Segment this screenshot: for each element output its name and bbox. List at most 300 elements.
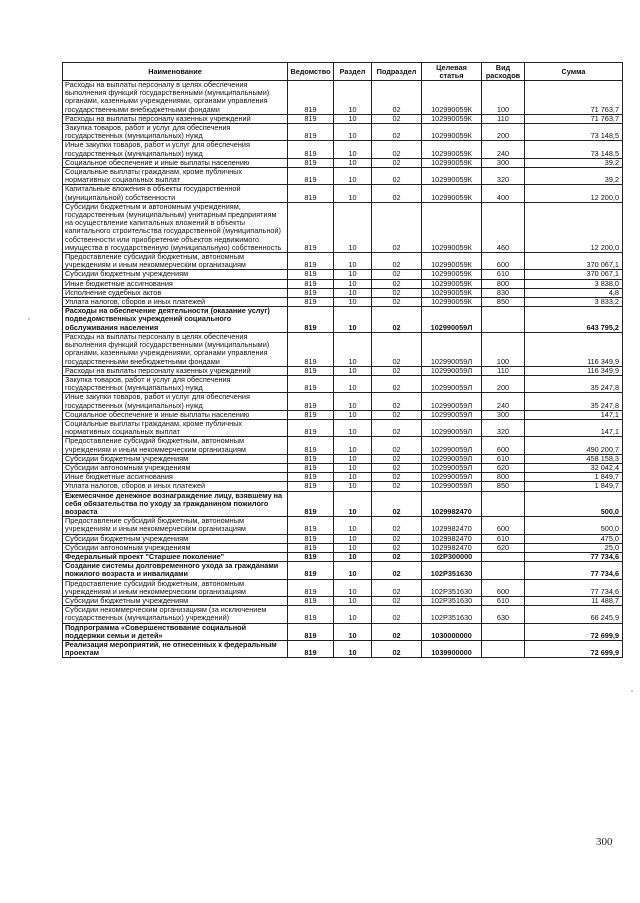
cell-dept: 819 bbox=[288, 491, 334, 517]
cell-target: 102990059К bbox=[422, 202, 482, 252]
cell-type bbox=[482, 552, 525, 561]
cell-section: 10 bbox=[334, 185, 372, 202]
cell-name: Субсидии бюджетным учреждениям bbox=[63, 454, 288, 463]
cell-sum: 11 488,7 bbox=[525, 596, 623, 605]
cell-dept: 819 bbox=[288, 454, 334, 463]
cell-name: Иные бюджетные ассигнования bbox=[63, 473, 288, 482]
cell-target: 102990059Л bbox=[422, 473, 482, 482]
cell-dept: 819 bbox=[288, 623, 334, 640]
cell-sum: 32 042,4 bbox=[525, 463, 623, 472]
cell-sum: 77 734,6 bbox=[525, 562, 623, 579]
cell-name: Предоставление субсидий бюджетным, автономным учреждениям и иным некоммерческим организациям bbox=[63, 253, 288, 270]
cell-section: 10 bbox=[334, 473, 372, 482]
table-row bbox=[63, 158, 623, 167]
table-row bbox=[63, 419, 623, 436]
cell-type: 800 bbox=[482, 279, 525, 288]
cell-type: 320 bbox=[482, 419, 525, 436]
cell-sum: 66 245,9 bbox=[525, 606, 623, 623]
header-section: Раздел bbox=[334, 63, 372, 81]
cell-name: Субсидии бюджетным учреждениям bbox=[63, 596, 288, 605]
cell-dept: 819 bbox=[288, 393, 334, 410]
table-row bbox=[63, 202, 623, 252]
header-target-line1: Целевая bbox=[436, 62, 467, 72]
cell-sum: 25,0 bbox=[525, 543, 623, 552]
cell-type bbox=[482, 562, 525, 579]
cell-sum: 12 200,0 bbox=[525, 202, 623, 252]
cell-section: 10 bbox=[334, 393, 372, 410]
cell-target: 102P351630 bbox=[422, 606, 482, 623]
cell-name: Уплата налогов, сборов и иных платежей bbox=[63, 482, 288, 491]
cell-subsection: 02 bbox=[372, 596, 422, 605]
cell-type: 200 bbox=[482, 124, 525, 141]
table-row bbox=[63, 185, 623, 202]
cell-dept: 819 bbox=[288, 437, 334, 454]
cell-target: 102990059Л bbox=[422, 375, 482, 392]
cell-sum: 4,8 bbox=[525, 288, 623, 297]
cell-target: 102P351630 bbox=[422, 579, 482, 596]
cell-sum: 147,1 bbox=[525, 419, 623, 436]
cell-section: 10 bbox=[334, 562, 372, 579]
cell-target: 1029982470 bbox=[422, 517, 482, 534]
table-row bbox=[63, 641, 623, 658]
cell-subsection: 02 bbox=[372, 141, 422, 158]
cell-sum: 1 849,7 bbox=[525, 482, 623, 491]
header-name: Наименование bbox=[63, 63, 288, 81]
cell-name: Субсидии бюджетным и автономным учреждениям, государственным (муниципальным) унитарным предприятиям на осуществление капитальных вложений в объекты капитального строительства государственной (муниципальной) собственности или приобретение объектов недвижимого имущества в государственную (муниципальную) собственность bbox=[63, 202, 288, 252]
cell-target: 1029982470 bbox=[422, 491, 482, 517]
cell-section: 10 bbox=[334, 141, 372, 158]
cell-section: 10 bbox=[334, 279, 372, 288]
cell-type bbox=[482, 623, 525, 640]
cell-subsection: 02 bbox=[372, 552, 422, 561]
cell-target: 102990059К bbox=[422, 124, 482, 141]
cell-subsection: 02 bbox=[372, 393, 422, 410]
budget-table bbox=[62, 62, 623, 658]
scan-speck bbox=[28, 318, 30, 320]
cell-sum: 500,0 bbox=[525, 491, 623, 517]
cell-name: Субсидии бюджетным учреждениям bbox=[63, 534, 288, 543]
cell-target: 102990059Л bbox=[422, 419, 482, 436]
cell-target: 102990059К bbox=[422, 253, 482, 270]
cell-dept: 819 bbox=[288, 410, 334, 419]
cell-target: 102990059К bbox=[422, 270, 482, 279]
table-row bbox=[63, 534, 623, 543]
cell-subsection: 02 bbox=[372, 454, 422, 463]
table-row bbox=[63, 482, 623, 491]
table-row bbox=[63, 491, 623, 517]
cell-section: 10 bbox=[334, 253, 372, 270]
cell-name: Исполнение судебных актов bbox=[63, 288, 288, 297]
cell-target: 102990059К bbox=[422, 279, 482, 288]
header-type-line1: Вид bbox=[495, 62, 511, 72]
cell-subsection: 02 bbox=[372, 410, 422, 419]
table-row bbox=[63, 473, 623, 482]
table-row bbox=[63, 562, 623, 579]
cell-dept: 819 bbox=[288, 168, 334, 185]
cell-dept: 819 bbox=[288, 473, 334, 482]
cell-type: 600 bbox=[482, 579, 525, 596]
table-row bbox=[63, 552, 623, 561]
cell-name: Иные закупки товаров, работ и услуг для обеспечения государственных (муниципальных) нужд bbox=[63, 393, 288, 410]
cell-subsection: 02 bbox=[372, 641, 422, 658]
cell-type: 620 bbox=[482, 543, 525, 552]
cell-target: 102990059К bbox=[422, 298, 482, 307]
cell-target: 102990059Л bbox=[422, 482, 482, 491]
cell-target: 1039900000 bbox=[422, 641, 482, 658]
cell-target: 102P351630 bbox=[422, 596, 482, 605]
cell-type: 610 bbox=[482, 596, 525, 605]
cell-sum: 3 833,2 bbox=[525, 298, 623, 307]
cell-section: 10 bbox=[334, 534, 372, 543]
cell-subsection: 02 bbox=[372, 437, 422, 454]
cell-sum: 643 795,2 bbox=[525, 307, 623, 333]
cell-dept: 819 bbox=[288, 579, 334, 596]
table-row bbox=[63, 606, 623, 623]
table-row bbox=[63, 366, 623, 375]
cell-dept: 819 bbox=[288, 81, 334, 115]
cell-dept: 819 bbox=[288, 279, 334, 288]
cell-sum: 458 158,3 bbox=[525, 454, 623, 463]
cell-subsection: 02 bbox=[372, 482, 422, 491]
cell-subsection: 02 bbox=[372, 623, 422, 640]
table-row bbox=[63, 114, 623, 123]
cell-name: Социальные выплаты гражданам, кроме публичных нормативных социальных выплат bbox=[63, 168, 288, 185]
cell-subsection: 02 bbox=[372, 463, 422, 472]
cell-dept: 819 bbox=[288, 641, 334, 658]
cell-type bbox=[482, 491, 525, 517]
cell-section: 10 bbox=[334, 579, 372, 596]
cell-sum: 39,2 bbox=[525, 158, 623, 167]
cell-type: 300 bbox=[482, 158, 525, 167]
cell-section: 10 bbox=[334, 419, 372, 436]
table-row bbox=[63, 517, 623, 534]
cell-name: Закупка товаров, работ и услуг для обеспечения государственных (муниципальных) нужд bbox=[63, 375, 288, 392]
table-row bbox=[63, 279, 623, 288]
cell-sum: 71 763,7 bbox=[525, 114, 623, 123]
table-row bbox=[63, 307, 623, 333]
cell-sum: 500,0 bbox=[525, 517, 623, 534]
cell-section: 10 bbox=[334, 552, 372, 561]
cell-name: Предоставление субсидий бюджетным, автономным учреждениям и иным некоммерческим организациям bbox=[63, 517, 288, 534]
cell-target: 102990059Л bbox=[422, 332, 482, 366]
cell-section: 10 bbox=[334, 517, 372, 534]
cell-dept: 819 bbox=[288, 419, 334, 436]
cell-type: 600 bbox=[482, 437, 525, 454]
table-row bbox=[63, 543, 623, 552]
cell-target: 102990059К bbox=[422, 168, 482, 185]
cell-section: 10 bbox=[334, 463, 372, 472]
cell-dept: 819 bbox=[288, 543, 334, 552]
cell-dept: 819 bbox=[288, 185, 334, 202]
cell-target: 102990059Л bbox=[422, 393, 482, 410]
cell-sum: 72 699,9 bbox=[525, 641, 623, 658]
cell-sum: 370 067,1 bbox=[525, 270, 623, 279]
cell-name: Социальные выплаты гражданам, кроме публичных нормативных социальных выплат bbox=[63, 419, 288, 436]
cell-type bbox=[482, 307, 525, 333]
cell-subsection: 02 bbox=[372, 562, 422, 579]
cell-target: 102990059К bbox=[422, 158, 482, 167]
header-sum: Сумма bbox=[525, 63, 623, 81]
table-row bbox=[63, 81, 623, 115]
cell-name: Социальное обеспечение и иные выплаты населению bbox=[63, 410, 288, 419]
cell-sum: 77 734,6 bbox=[525, 552, 623, 561]
table-row bbox=[63, 579, 623, 596]
cell-sum: 35 247,8 bbox=[525, 375, 623, 392]
cell-section: 10 bbox=[334, 482, 372, 491]
cell-type: 850 bbox=[482, 298, 525, 307]
cell-type: 240 bbox=[482, 393, 525, 410]
cell-name: Расходы на выплаты персоналу казенных учреждений bbox=[63, 366, 288, 375]
cell-name: Создание системы долговременного ухода за гражданами пожилого возраста и инвалидами bbox=[63, 562, 288, 579]
cell-subsection: 02 bbox=[372, 419, 422, 436]
cell-target: 1029982470 bbox=[422, 543, 482, 552]
cell-subsection: 02 bbox=[372, 491, 422, 517]
cell-section: 10 bbox=[334, 454, 372, 463]
page-number: 300 bbox=[596, 836, 613, 848]
cell-section: 10 bbox=[334, 332, 372, 366]
table-row bbox=[63, 623, 623, 640]
table-row bbox=[63, 270, 623, 279]
cell-name: Реализация мероприятий, не отнесенных к федеральным проектам bbox=[63, 641, 288, 658]
cell-dept: 819 bbox=[288, 141, 334, 158]
cell-subsection: 02 bbox=[372, 253, 422, 270]
cell-target: 102990059К bbox=[422, 288, 482, 297]
cell-sum: 116 349,9 bbox=[525, 366, 623, 375]
cell-sum: 1 849,7 bbox=[525, 473, 623, 482]
cell-dept: 819 bbox=[288, 253, 334, 270]
cell-sum: 490 200,7 bbox=[525, 437, 623, 454]
cell-subsection: 02 bbox=[372, 366, 422, 375]
cell-section: 10 bbox=[334, 596, 372, 605]
cell-dept: 819 bbox=[288, 596, 334, 605]
cell-dept: 819 bbox=[288, 202, 334, 252]
cell-section: 10 bbox=[334, 124, 372, 141]
cell-subsection: 02 bbox=[372, 473, 422, 482]
cell-sum: 39,2 bbox=[525, 168, 623, 185]
cell-type: 400 bbox=[482, 185, 525, 202]
cell-type: 200 bbox=[482, 375, 525, 392]
cell-section: 10 bbox=[334, 641, 372, 658]
cell-type: 110 bbox=[482, 366, 525, 375]
cell-dept: 819 bbox=[288, 366, 334, 375]
table-row bbox=[63, 332, 623, 366]
cell-dept: 819 bbox=[288, 114, 334, 123]
cell-dept: 819 bbox=[288, 482, 334, 491]
cell-type: 300 bbox=[482, 410, 525, 419]
cell-subsection: 02 bbox=[372, 298, 422, 307]
cell-subsection: 02 bbox=[372, 288, 422, 297]
cell-section: 10 bbox=[334, 375, 372, 392]
table-row bbox=[63, 393, 623, 410]
cell-sum: 73 148,5 bbox=[525, 141, 623, 158]
cell-name: Расходы на выплаты персоналу в целях обеспечения выполнения функций государственными (муниципальными) органами, казенными учреждениями, органами управления государственными внебюджетными фондами bbox=[63, 332, 288, 366]
table-row bbox=[63, 437, 623, 454]
cell-sum: 12 200,0 bbox=[525, 185, 623, 202]
cell-section: 10 bbox=[334, 168, 372, 185]
cell-sum: 116 349,9 bbox=[525, 332, 623, 366]
scan-speck bbox=[631, 690, 633, 692]
table-row bbox=[63, 454, 623, 463]
cell-type: 460 bbox=[482, 202, 525, 252]
cell-dept: 819 bbox=[288, 517, 334, 534]
cell-name: Иные закупки товаров, работ и услуг для обеспечения государственных (муниципальных) нужд bbox=[63, 141, 288, 158]
table-row bbox=[63, 375, 623, 392]
cell-type: 100 bbox=[482, 332, 525, 366]
cell-target: 102990059Л bbox=[422, 454, 482, 463]
cell-type: 850 bbox=[482, 482, 525, 491]
header-subsection: Подраздел bbox=[372, 63, 422, 81]
cell-section: 10 bbox=[334, 491, 372, 517]
cell-dept: 819 bbox=[288, 463, 334, 472]
cell-dept: 819 bbox=[288, 332, 334, 366]
cell-type: 620 bbox=[482, 463, 525, 472]
cell-section: 10 bbox=[334, 114, 372, 123]
table-row bbox=[63, 596, 623, 605]
cell-name: Ежемесячное денежное вознаграждение лицу, взявшему на себя обязательства по уходу за гражданином пожилого возраста bbox=[63, 491, 288, 517]
cell-type: 100 bbox=[482, 81, 525, 115]
table-row bbox=[63, 288, 623, 297]
cell-section: 10 bbox=[334, 270, 372, 279]
cell-section: 10 bbox=[334, 410, 372, 419]
cell-type: 800 bbox=[482, 473, 525, 482]
cell-section: 10 bbox=[334, 366, 372, 375]
cell-subsection: 02 bbox=[372, 279, 422, 288]
cell-target: 102990059К bbox=[422, 81, 482, 115]
cell-subsection: 02 bbox=[372, 81, 422, 115]
cell-type: 320 bbox=[482, 168, 525, 185]
cell-type: 600 bbox=[482, 517, 525, 534]
cell-name: Федеральный проект "Старшее поколение" bbox=[63, 552, 288, 561]
cell-section: 10 bbox=[334, 298, 372, 307]
cell-sum: 475,0 bbox=[525, 534, 623, 543]
cell-subsection: 02 bbox=[372, 114, 422, 123]
cell-subsection: 02 bbox=[372, 270, 422, 279]
table-row bbox=[63, 124, 623, 141]
cell-name: Предоставление субсидий бюджетным, автономным учреждениям и иным некоммерческим организациям bbox=[63, 437, 288, 454]
cell-target: 102990059Л bbox=[422, 366, 482, 375]
cell-name: Расходы на выплаты персоналу казенных учреждений bbox=[63, 114, 288, 123]
cell-section: 10 bbox=[334, 606, 372, 623]
header-target-line2: статья bbox=[439, 70, 464, 80]
cell-type: 610 bbox=[482, 270, 525, 279]
cell-type: 830 bbox=[482, 288, 525, 297]
cell-target: 1029982470 bbox=[422, 534, 482, 543]
cell-target: 1030000000 bbox=[422, 623, 482, 640]
cell-type: 240 bbox=[482, 141, 525, 158]
cell-dept: 819 bbox=[288, 270, 334, 279]
cell-subsection: 02 bbox=[372, 579, 422, 596]
cell-name: Субсидии бюджетным учреждениям bbox=[63, 270, 288, 279]
header-type-line2: расходов bbox=[485, 70, 521, 80]
cell-section: 10 bbox=[334, 202, 372, 252]
cell-type: 630 bbox=[482, 606, 525, 623]
table-body bbox=[63, 81, 623, 658]
cell-dept: 819 bbox=[288, 288, 334, 297]
cell-type: 600 bbox=[482, 253, 525, 270]
cell-sum: 370 067,1 bbox=[525, 253, 623, 270]
cell-target: 102990059Л bbox=[422, 410, 482, 419]
cell-dept: 819 bbox=[288, 298, 334, 307]
cell-name: Расходы на обеспечение деятельности (оказание услуг) подведомственных учреждений социального обслуживания населения bbox=[63, 307, 288, 333]
cell-type: 610 bbox=[482, 534, 525, 543]
cell-type: 110 bbox=[482, 114, 525, 123]
cell-subsection: 02 bbox=[372, 124, 422, 141]
cell-section: 10 bbox=[334, 158, 372, 167]
cell-section: 10 bbox=[334, 543, 372, 552]
cell-dept: 819 bbox=[288, 158, 334, 167]
cell-name: Субсидии некоммерческим организациям (за исключением государственных (муниципальных) учреждений) bbox=[63, 606, 288, 623]
cell-name: Капитальные вложения в объекты государственной (муниципальной) собственности bbox=[63, 185, 288, 202]
cell-dept: 819 bbox=[288, 552, 334, 561]
cell-subsection: 02 bbox=[372, 307, 422, 333]
cell-subsection: 02 bbox=[372, 202, 422, 252]
cell-name: Социальное обеспечение и иные выплаты населению bbox=[63, 158, 288, 167]
cell-sum: 3 838,0 bbox=[525, 279, 623, 288]
cell-type bbox=[482, 641, 525, 658]
cell-name: Расходы на выплаты персоналу в целях обеспечения выполнения функций государственными (муниципальными) органами, казенными учреждениями, органами управления государственными внебюджетными фондами bbox=[63, 81, 288, 115]
header-target bbox=[422, 63, 482, 81]
cell-subsection: 02 bbox=[372, 543, 422, 552]
table-row bbox=[63, 463, 623, 472]
table-header-row bbox=[63, 63, 623, 81]
cell-name: Субсидии автономным учреждениям bbox=[63, 543, 288, 552]
cell-subsection: 02 bbox=[372, 606, 422, 623]
cell-target: 102P300000 bbox=[422, 552, 482, 561]
cell-dept: 819 bbox=[288, 562, 334, 579]
cell-name: Иные бюджетные ассигнования bbox=[63, 279, 288, 288]
cell-target: 102990059Л bbox=[422, 307, 482, 333]
cell-target: 102990059Л bbox=[422, 463, 482, 472]
table-row bbox=[63, 253, 623, 270]
cell-subsection: 02 bbox=[372, 158, 422, 167]
cell-section: 10 bbox=[334, 288, 372, 297]
cell-sum: 71 763,7 bbox=[525, 81, 623, 115]
table-row bbox=[63, 410, 623, 419]
cell-section: 10 bbox=[334, 623, 372, 640]
cell-target: 102990059К bbox=[422, 141, 482, 158]
cell-dept: 819 bbox=[288, 307, 334, 333]
table-row bbox=[63, 141, 623, 158]
cell-sum: 73 148,5 bbox=[525, 124, 623, 141]
cell-target: 102P351630 bbox=[422, 562, 482, 579]
cell-dept: 819 bbox=[288, 375, 334, 392]
cell-subsection: 02 bbox=[372, 534, 422, 543]
cell-target: 102990059Л bbox=[422, 437, 482, 454]
cell-name: Уплата налогов, сборов и иных платежей bbox=[63, 298, 288, 307]
cell-dept: 819 bbox=[288, 606, 334, 623]
cell-type: 610 bbox=[482, 454, 525, 463]
cell-sum: 72 699,9 bbox=[525, 623, 623, 640]
cell-dept: 819 bbox=[288, 124, 334, 141]
cell-sum: 147,1 bbox=[525, 410, 623, 419]
cell-name: Подпрограмма «Совершенствование социальной поддержки семьи и детей» bbox=[63, 623, 288, 640]
cell-name: Предоставление субсидий бюджетным, автономным учреждениям и иным некоммерческим организациям bbox=[63, 579, 288, 596]
cell-subsection: 02 bbox=[372, 185, 422, 202]
cell-sum: 77 734,6 bbox=[525, 579, 623, 596]
cell-subsection: 02 bbox=[372, 517, 422, 534]
cell-target: 102990059К bbox=[422, 114, 482, 123]
budget-table-container bbox=[62, 62, 622, 658]
cell-subsection: 02 bbox=[372, 168, 422, 185]
cell-section: 10 bbox=[334, 307, 372, 333]
cell-subsection: 02 bbox=[372, 375, 422, 392]
header-dept: Ведомство bbox=[288, 63, 334, 81]
table-row bbox=[63, 168, 623, 185]
cell-target: 102990059К bbox=[422, 185, 482, 202]
cell-sum: 35 247,8 bbox=[525, 393, 623, 410]
table-row bbox=[63, 298, 623, 307]
cell-section: 10 bbox=[334, 81, 372, 115]
